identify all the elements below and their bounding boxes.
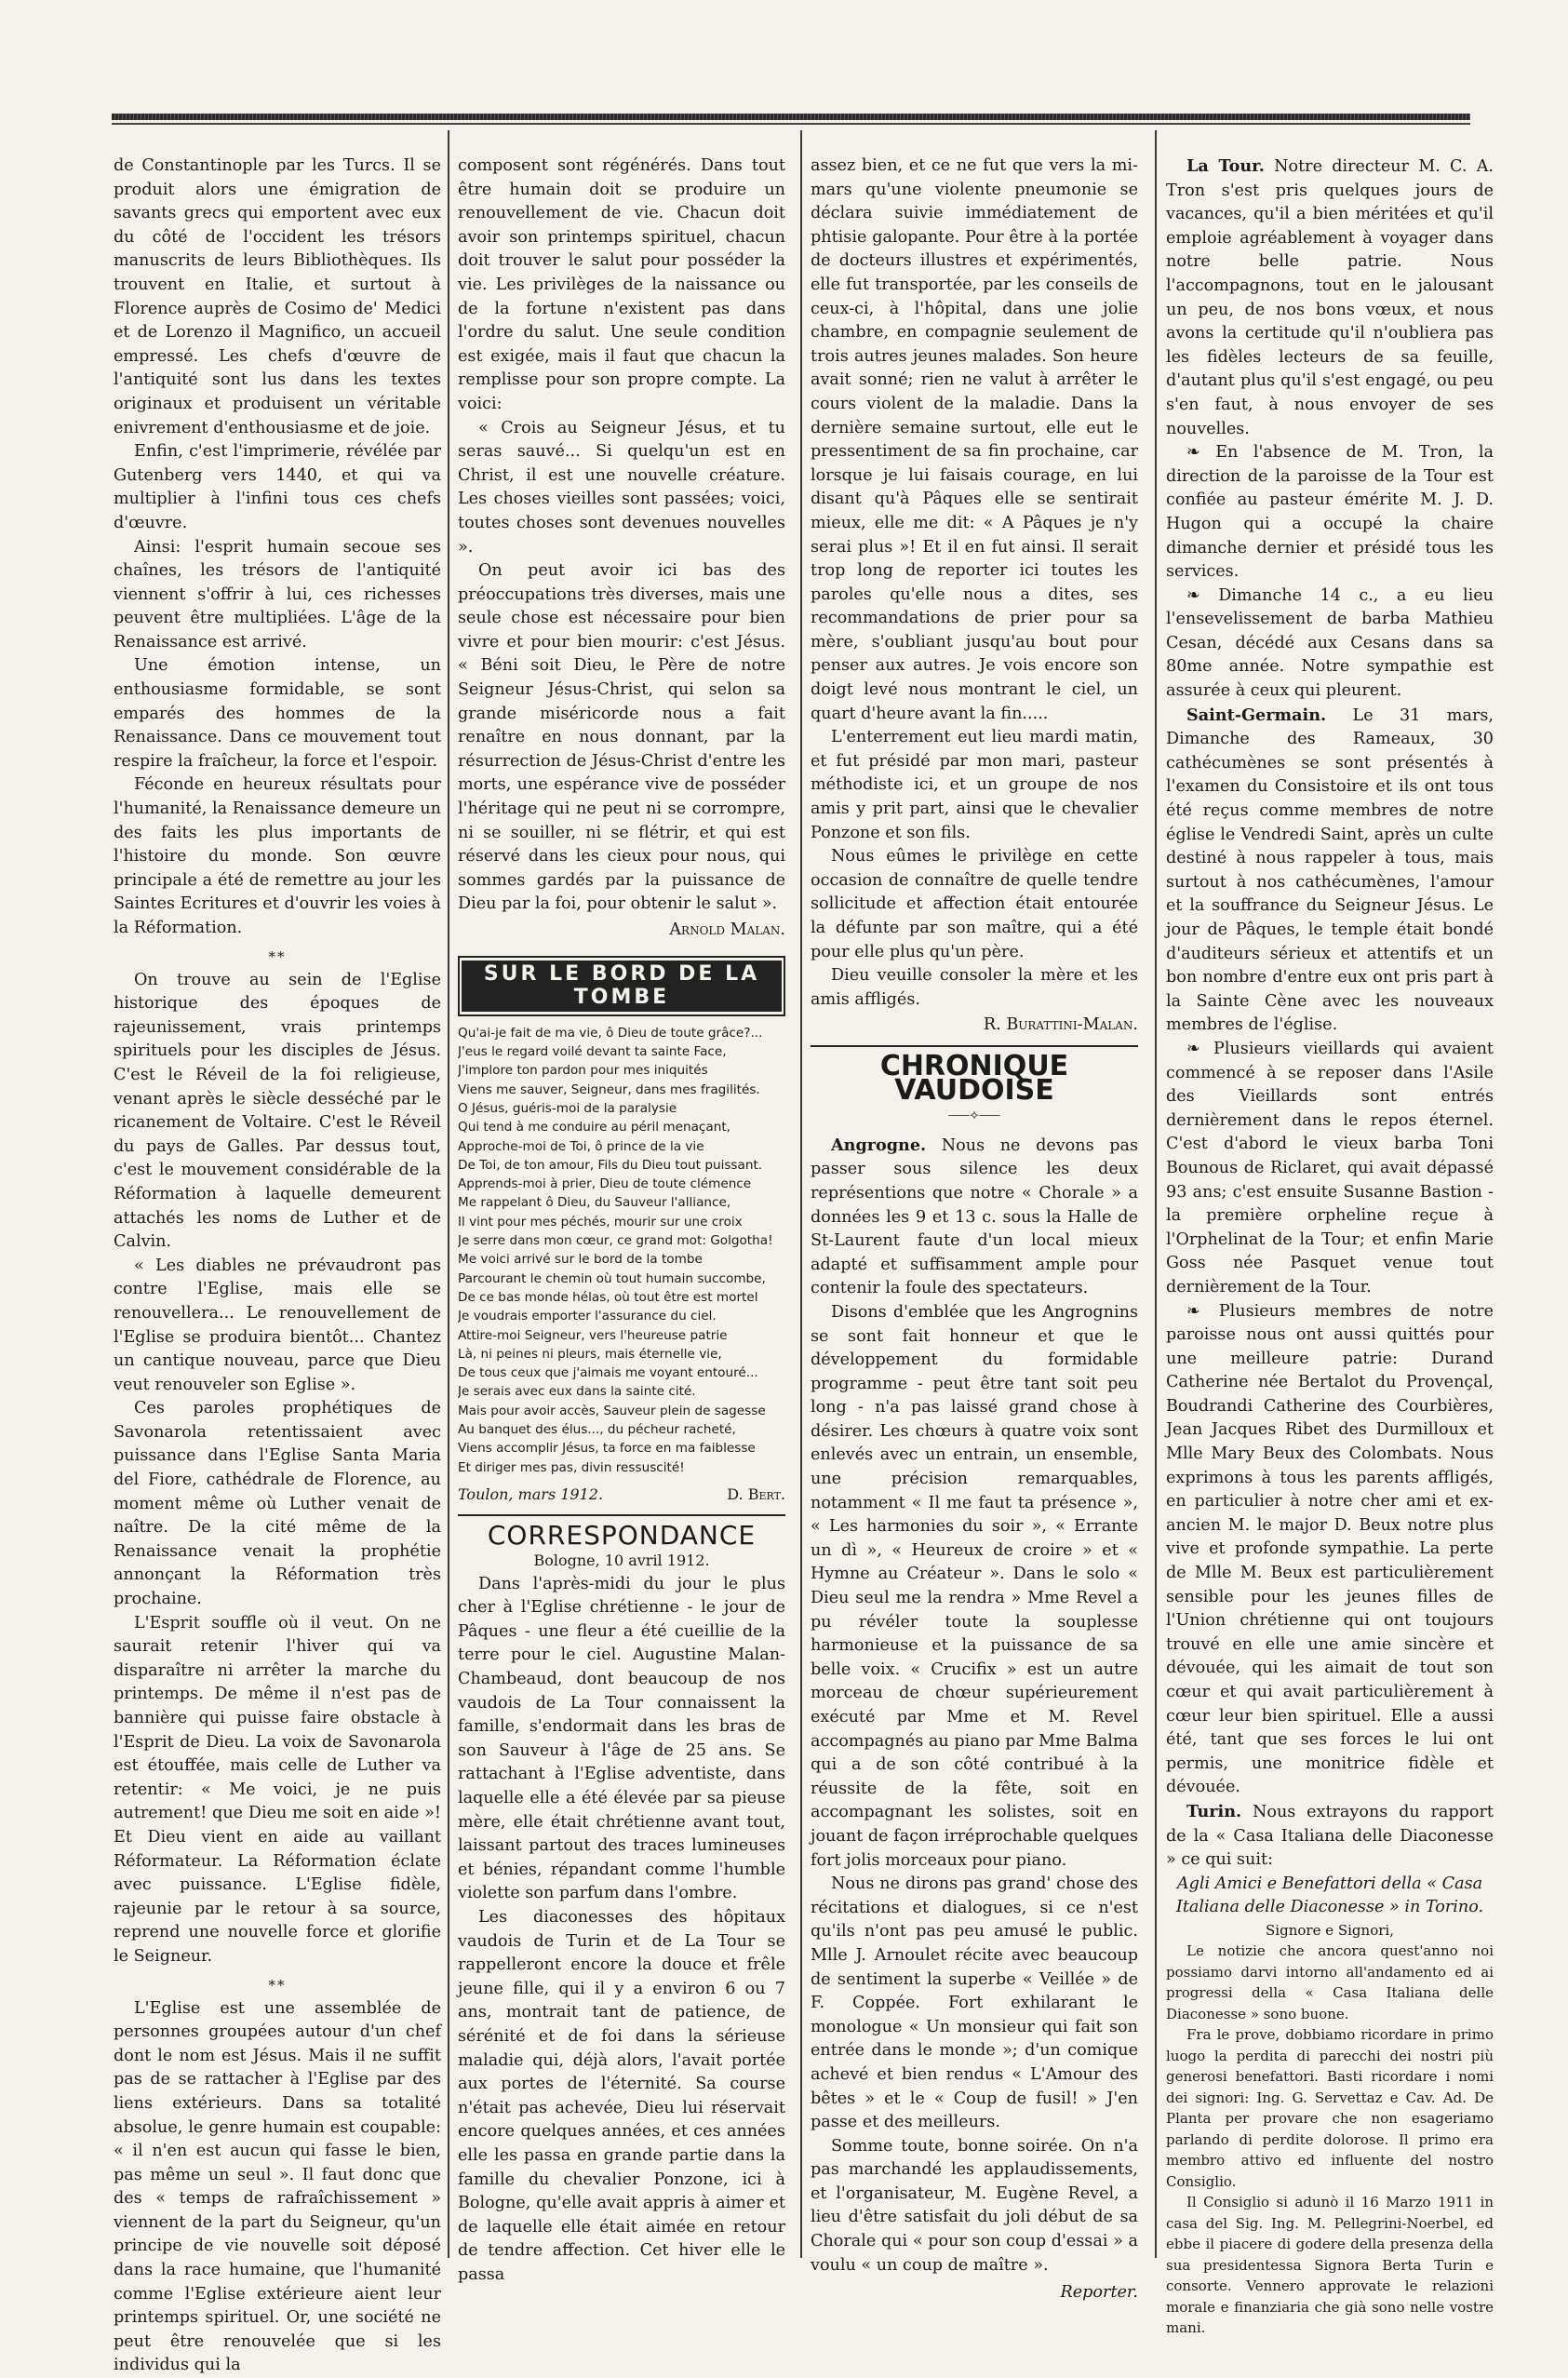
paragraph: L'Eglise est une assemblée de personnes groupées autour d'un chef dont le nom est Jésus. Mais il ne suffit pas de se rattacher à l'Eglise par des liens extérieurs. Dans sa totalité absolue, le genre humain est coupable: « il n'en est aucun qui fasse le bien, pas même un seul ». Il faut donc que des « temps de rafraîchissement » viennent de la part du Seigneur, qu'un principe de vie nouvelle soit déposé dans la race humaine, que l'humanité comme l'Eglise extérieure aient leur printemps spirituel. Or, une société ne peut être renouvelée que si les individus qui la [114, 1998, 441, 2375]
section-heading: CHRONIQUE VAUDOISE [879, 1049, 1069, 1107]
paragraph: Le notizie che ancora quest'anno noi possiamo darvi intorno all'andamento ed ai progressi della « Casa Italiana delle Diaconesse » sono buone. [1166, 1942, 1494, 2022]
poem-line: Apprends-moi à prier, Dieu de toute clémence [458, 1176, 752, 1192]
divider [458, 1514, 785, 1516]
paragraph: Fra le prove, dobbiamo ricordare in primo luogo la perdita di parecchi dei nostri più generosi benefattori. Basti ricordare i nomi dei signori: Ing. G. Servettaz e Cav. Ad. De Planta per provare che non esageriamo parlando di perdite dolorose. Il primo era membro attivo ed influente del nostro Consiglio. [1166, 2026, 1494, 2190]
top-rule-thin [112, 123, 1470, 125]
paragraph: composent sont régénérés. Dans tout être humain doit se produire un renouvellement de vie. Chacun doit avoir son printemps spirituel, chacun doit trouver le salut pour posséder la vie. Les privilèges de la naissance ou de la fortune n'existent pas dans l'ordre du salut. Une seule condition est exigée, mais il faut que chacun la remplisse pour son propre compte. La voici: [458, 156, 785, 413]
poem-signature: D. Bert. [727, 1485, 785, 1503]
poem-line: Me voici arrivé sur le bord de la tombe [458, 1252, 703, 1268]
paragraph: ❧ En l'absence de M. Tron, la direction de la paroisse de la Tour est confiée au pasteur émérite M. J. D. Hugon qui a occupé la chaire dimanche dernier et présidé tous les services. [1166, 443, 1494, 582]
poem-line: Qu'ai-je fait de ma vie, ô Dieu de toute grâce?... [458, 1025, 763, 1041]
salutation: Signore e Signori, [1266, 1921, 1394, 1939]
paragraph-ornament-icon: ❧ [1186, 443, 1216, 463]
poem-line: Au banquet des élus..., du pécheur racheté, [458, 1422, 736, 1438]
locality-heading: La Tour. [1186, 156, 1265, 176]
poem-line: Je serre dans mon cœur, ce grand mot: Golgotha! [458, 1233, 773, 1249]
locality-heading: Turin. [1186, 1801, 1242, 1821]
signature: Reporter. [1060, 2283, 1138, 2303]
locality-heading: Angrogne. [831, 1135, 927, 1155]
paragraph: « Crois au Seigneur Jésus, et tu seras sauvé... Si quelqu'un est en Christ, il est une nouvelle créature. Les choses vieilles sont passées; voici, toutes choses sont devenues nouvelles ». [458, 418, 785, 557]
poem-line: Viens accomplir Jésus, ta force en ma faiblesse [458, 1441, 756, 1457]
report-title: Agli Amici e Benefattori della « Casa Italiana delle Diaconesse » in Torino. [1175, 1874, 1484, 1917]
column-rule [1155, 130, 1157, 2258]
signature: R. Burattini-Malan. [983, 1015, 1138, 1035]
divider [811, 1045, 1138, 1047]
paragraph: On trouve au sein de l'Eglise historique des époques de rajeunissement, vrais printemps spirituels pour les disciples de Jésus. C'est le Réveil de la foi religieuse, venant après le siècle desséché par le ricanement de Voltaire. C'est le Réveil du pays de Galles. Par dessus tout, c'est le mouvement considérable de la Réformation à laquelle demeurent attachés les noms de Luther et de Calvin. [114, 970, 441, 1252]
paragraph: Féconde en heureux résultats pour l'humanité, la Renaissance demeure un des faits les plus importants de l'histoire du monde. Son œuvre principale a été de remettre au jour les Saintes Ecritures et d'ouvrir les voies à la Réformation. [114, 775, 441, 937]
poem-line: Je serais avec eux dans la sainte cité. [458, 1384, 696, 1400]
section-separator: ** [268, 1976, 287, 1994]
poem-line: De ce bas monde hélas, où tout être est mortel [458, 1289, 758, 1305]
paragraph: On peut avoir ici bas des préoccupations très diverses, mais une seule chose est nécessaire pour bien vivre et pour bien mourir: c'est Jésus. « Béni soit Dieu, le Père de notre Seigneur Jésus-Christ, qui selon sa grande miséricorde nous a fait renaître en nous donnant, par la résurrection de Jésus-Christ d'entre les morts, une espérance vive de posséder l'héritage qui ne peut ni se corrompre, ni se souiller, ni se flétrir, et qui est réservé dans les cieux pour nous, qui sommes gardés par la puissance de Dieu par la foi, pour obtenir le salut ». [458, 561, 785, 914]
paragraph: Nous ne devons pas passer sous silence les deux représentions que notre « Chorale » a données les 9 et 13 c. sous la Halle de St-Laurent faute d'un local mieux adapté et suffisamment ample pour contenir la foule des spectateurs. [811, 1135, 1139, 1298]
paragraph-ornament-icon: ❧ [1186, 1039, 1213, 1058]
paragraph-ornament-icon: ❧ [1186, 585, 1219, 605]
paragraph: Disons d'emblée que les Angrognins se sont fait honneur et que le développement du formidable programme - peut être tant soit peu long - n'a pas laissé grand chose à désirer. Les chœurs à quatre voix sont enlevés avec un entrain, un ensemble, une précision remarquables, notamment « Il me faut ta présence », « Les harmonies du soir », « Errante un dì », « Heureux de croire » et « Hymne au Créateur ». Dans le solo « Dieu seul me la rendra » Mme Revel a pu révéler toute la souplesse harmonieuse et la puissance de sa belle voix. « Crucifix » est un autre morceau de chœur supérieurement exécuté par Mme et M. Revel accompagnés au piano par Mme Balma qui a de son côté contribué à la réussite de la fête, soit en accompagnant les solistes, soit en jouant de façon irréprochable quelques fort jolis morceaux pour piano. [811, 1302, 1138, 1870]
column-1 [114, 155, 441, 2378]
poem-line: De Toi, de ton amour, Fils du Dieu tout puissant. [458, 1157, 763, 1173]
paragraph: ❧ Plusieurs vieillards qui avaient commencé à se reposer dans l'Asile des Vieillards sont entrés dernièrement dans le repos éternel. C'est d'abord le vieux barba Toni Bounous de Riclaret, qui avait dépassé 93 ans; c'est ensuite Susanne Bastion - la première orpheline reçue à l'Orphelinat de la Tour; et enfin Marie Goss née Pasquet venue tout dernièrement de la Tour. [1166, 1039, 1494, 1296]
flourish-ornament: ⸺⟡⸺ [947, 1108, 1001, 1123]
locality-heading: Saint-Germain. [1186, 705, 1327, 725]
paragraph: Ces paroles prophétiques de Savonarola retentissaient avec puissance dans l'Eglise Santa Maria del Fiore, cathédrale de Florence, au moment même où Luther venait de naître. De la cité même de la Renaissance venait la prophétie annonçant la Réformation très prochaine. [114, 1399, 441, 1609]
column-4 [1166, 155, 1494, 2339]
poem-line: Attire-moi Seigneur, vers l'heureuse patrie [458, 1327, 728, 1343]
column-rule [800, 130, 802, 2258]
paragraph: Notre directeur M. C. A. Tron s'est pris quelques jours de vacances, qu'il a bien méritées et qu'il emploie agréablement à voyager dans notre belle patrie. Nous l'accompagnons, tout en le jalousant un peu, de nos bons vœux, et nous avons la certitude qu'il n'oubliera pas les fidèles lecteurs de sa feuille, d'autant plus qu'il s'est engagé, ou peu s'en faut, à nous envoyer de ses nouvelles. [1166, 157, 1494, 438]
poem [458, 1024, 785, 1477]
paragraph: Une émotion intense, un enthousiasme formidable, se sont emparés des hommes de la Renaissance. Dans ce mouvement tout respire la fraîcheur, la force et l'espoir. [114, 656, 441, 771]
poem-line: J'eus le regard voilé devant ta sainte Face, [458, 1044, 727, 1060]
poem-line: Il vint pour mes péchés, mourir sur une croix [458, 1214, 743, 1229]
poem-line: Et diriger mes pas, divin ressuscité! [458, 1459, 685, 1475]
poem-place: Toulon, mars 1912. [458, 1485, 604, 1503]
paragraph: Dans l'après-midi du jour le plus cher à l'Eglise chrétienne - le jour de Pâques - une fleur a été cueillie de la terre pour le ciel. Augustine Malan-Chambeaud, dont beaucoup de nos vaudois de La Tour connaissent la famille, s'endormait dans les bras de son Sauveur à l'âge de 25 ans. Se rattachant à l'Eglise adventiste, dans laquelle elle a été élevée par sa pieuse mère, elle était chrétienne avant tout, laissant partout des traces lumineuses et bénies, répandant comme l'humble violette son parfum dans l'ombre. [458, 1574, 785, 1903]
poem-footer [458, 1483, 785, 1507]
poem-line: Je voudrais emporter l'assurance du ciel. [458, 1309, 717, 1324]
section-separator: ** [268, 947, 287, 965]
paragraph: assez bien, et ce ne fut que vers la mi-mars qu'une violente pneumonie se déclara suivie immédiatement de phtisie galopante. Pour être à la portée de docteurs illustres et expérimentés, elle fut transportée, par les conseils de ceux-ci, à l'hôpital, dans une jolie chambre, en compagnie seulement de trois autres jeunes malades. Son heure avait sonné; rien ne valut à arrêter le cours violent de la maladie. Dans la dernière semaine surtout, elle eut le pressentiment de sa fin prochaine, car lorsque je lui faisais courage, en lui disant qu'à Pâques elle se sentirait mieux, elle me dit: « A Pâques je n'y serai plus »! Et il en fut ainsi. Il serait trop long de reporter ici toutes les paroles qu'elle nous a dites, ses recommandations de prier pour sa mère, s'oubliant jusqu'au bout pour penser aux autres. Je vois encore son doigt levé nous montrant le ciel, un quart d'heure avant la fin..... [811, 156, 1138, 723]
paragraph: Enfin, c'est l'imprimerie, révélée par Gutenberg vers 1440, et qui va multiplier à l'infini tous ces chefs d'œuvre. [114, 442, 441, 532]
poem-line: Me rappelant ô Dieu, du Sauveur l'alliance, [458, 1195, 731, 1211]
paragraph: L'Esprit souffle où il veut. On ne saurait retenir l'hiver qui va disparaître ni arrêter la marche du printemps. De même il n'est pas de bannière qui puisse faire obstacle à l'Esprit de Dieu. La voix de Savonarola est étouffée, mais celle de Luther va retentir: « Me voici, je ne puis autrement! que Dieu me soit en aide »! Et Dieu vient en aide au vaillant Réformateur. La Réformation éclate avec puissance. L'Eglise fidèle, rajeunie par le retour à sa source, reprend une nouvelle force et glorifie le Seigneur. [114, 1613, 441, 1966]
poem-line: Là, ni peines ni pleurs, mais éternelle vie, [458, 1346, 722, 1362]
section-heading: CORRESPONDANCE [487, 1519, 757, 1551]
paragraph: Nous ne dirons pas grand' chose des récitations et dialogues, si ce n'est qu'ils n'ont pas peu amusé le public. Mlle J. Arnoulet récite avec beaucoup de sentiment la superbe « Veillée » de F. Coppée. Fort exhilarant le monologue « Un monsieur qui fait son entrée dans le monde »; d'un comique achevé et bien rendus « L'Amour des bêtes » et le « Coup de fusil! » J'en passe et des meilleurs. [811, 1874, 1138, 2132]
poem-line: Parcourant le chemin où tout humain succombe, [458, 1270, 766, 1286]
poem-line: Approche-moi de Toi, ô prince de la vie [458, 1138, 704, 1154]
paragraph: ❧ Plusieurs membres de notre paroisse nous ont aussi quittés pour une meilleure patrie: Durand Catherine née Bertalot du Provençal, Boudrandi Catherine des Courbières, Jean Jacques Ribet des Durmilloux et Mlle Mary Beux des Colombats. Nous exprimons à tous les parents affligés, en particulier à notre cher ami et ex-ancien M. le major D. Beux notre plus vive et profonde sympathie. La perte de Mlle M. Beux est particulièrement sensible pour les jeunes filles de l'Union chrétienne qui ont toujours trouvé en elle une amie sincère et dévouée, qui les aimait de tout son cœur et qui avait particulièrement à cœur leur bien spirituel. Elle a aussi été, tant que ses forces le lui ont permis, une monitrice fidèle et dévouée. [1166, 1301, 1494, 1797]
column-3 [811, 155, 1138, 2305]
paragraph: Il Consiglio si adunò il 16 Marzo 1911 in casa del Sig. Ing. M. Pellegrini-Noerbel, ed ebbe il piacere di godere della presenza della sua presidentessa Signora Berta Turin e consorte. Vennero approvate le relazioni morale e finanziaria che già sono nelle vostre mani. [1166, 2194, 1494, 2337]
paragraph: « Les diables ne prévaudront pas contre l'Eglise, mais elle se renouvellera... Le renouvellement de l'Eglise se produira bientôt... Chantez un cantique nouveau, parce que Dieu veut renouveler son Eglise ». [114, 1256, 441, 1394]
signature: Arnold Malan. [669, 920, 785, 939]
poem-line: O Jésus, guéris-moi de la paralysie [458, 1100, 677, 1116]
paragraph: Les diaconesses des hôpitaux vaudois de Turin et de La Tour se rappelleront encore la douce et frêle jeune fille, qui il y a environ 6 ou 7 ans, montrait tant de patience, de sérénité et de foi dans la sérieuse maladie qui, déjà alors, l'avait portée aux portes de l'éternité. Sa course n'était pas achevée, Dieu lui réservait encore quelques années, et ces années elle les passa en grande partie dans la famille du chevalier Ponzone, ici à Bologne, qu'elle avait appris à aimer et de laquelle elle était aimée en retour de tendre affection. Cet hiver elle le passa [458, 1908, 785, 2284]
paragraph: Nous extrayons du rapport de la « Casa Italiana delle Diaconesse » ce qui suit: [1166, 1802, 1494, 1870]
poem-line: Viens me sauver, Seigneur, dans mes fragilités. [458, 1082, 760, 1097]
poem-line: J'implore ton pardon pour mes iniquités [458, 1063, 708, 1079]
paragraph: Ainsi: l'esprit humain secoue ses chaînes, les trésors de l'antiquité viennent s'offrir à lui, ces richesses peuvent être multipliées. L'âge de la Renaissance est arrivé. [114, 537, 441, 652]
paragraph: Le 31 mars, Dimanche des Rameaux, 30 cathécumènes se sont présentés à l'examen du Consistoire et ils ont tous été reçus comme membres de notre église le Vendredi Saint, après un culte destiné à nous rappeler à tous, mais surtout à nos cathécumènes, l'amour et la souffrance du Seigneur Jésus. Le jour de Pâques, le temple était bondé d'auditeurs sérieux et attentifs et un bon nombre d'entre eux ont pris part à la Sainte Cène avec les nouveaux membres de l'église. [1166, 705, 1494, 1035]
paragraph: Somme toute, bonne soirée. On n'a pas marchandé les applaudissements, et l'organisateur, M. Eugène Revel, a lieu d'être satisfait du joli début de sa Chorale qui « pour son coup d'essai » a voulu « un coup de maître ». [811, 2136, 1138, 2275]
poem-line: Qui tend à me conduire au péril menaçant, [458, 1120, 730, 1135]
paragraph-ornament-icon: ❧ [1186, 1301, 1219, 1321]
column-2 [458, 155, 785, 2288]
poem-line: Mais pour avoir accès, Sauveur plein de sagesse [458, 1403, 766, 1418]
top-rule [112, 114, 1470, 120]
banner-title: SUR LE BORD DE LA TOMBE [462, 961, 782, 1012]
paragraph: Nous eûmes le privilège en cette occasion de connaître de quelle tendre sollicitude et affection était entourée la défunte par son maître, qui a été pour elle plus qu'un père. [811, 847, 1138, 961]
paragraph: de Constantinople par les Turcs. Il se produit alors une émigration de savants grecs qui emportent avec eux du côté de l'occident les trésors manuscrits de leurs Bibliothèques. Ils trouvent en Italie, et surtout à Florence auprès de Cosimo de' Medici et de Lorenzo il Magnifico, un accueil empressé. Les chefs d'œuvre de l'antiquité sont lus dans les textes originaux et produisent un véritable enivrement d'enthousiasme et de joie. [114, 156, 441, 437]
paragraph: L'enterrement eut lieu mardi matin, et fut présidé par mon mari, pasteur méthodiste ici, et un groupe de nos amis y prit part, ainsi que le chevalier Ponzone et son fils. [811, 728, 1138, 842]
column-rule [448, 130, 449, 2258]
paragraph: Dieu veuille consoler la mère et les amis affligés. [811, 966, 1138, 1009]
dateline: Bologne, 10 avril 1912. [533, 1552, 710, 1570]
poem-line: De tous ceux que j'aimais me voyant entouré... [458, 1365, 758, 1381]
paragraph: ❧ Dimanche 14 c., a eu lieu l'ensevelissement de barba Mathieu Cesan, décédé aux Cesans dans sa 80me année. Notre sympathie est assurée à ceux qui pleurent. [1166, 585, 1494, 701]
section-banner [458, 956, 785, 1016]
